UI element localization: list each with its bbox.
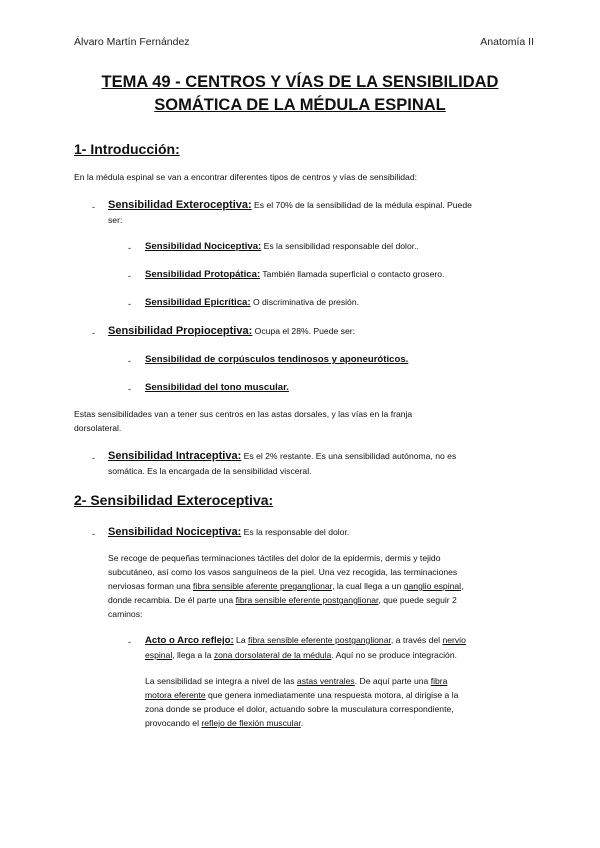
- paragraph-line: caminos:: [108, 609, 143, 619]
- list-item-nociceptiva-2: Sensibilidad Nociceptiva: Es la responsable del dolor.: [108, 526, 350, 538]
- list-item-acto-reflejo: Acto o Arco reflejo: La fibra sensible eferente postganglionar, a través del nervio: [145, 635, 466, 646]
- list-item-propioceptiva: Sensibilidad Propioceptiva: Ocupa el 28%. Puede ser:: [108, 325, 355, 337]
- intro-text: En la médula espinal se van a encontrar diferentes tipos de centros y vías de sensibilidad:: [74, 172, 417, 182]
- paragraph-line: nerviosas forman una fibra sensible aferente preganglionar, la cual llega a un ganglio espinal,: [108, 581, 464, 591]
- intraceptiva-cont: somática. Es la encargada de la sensibilidad visceral.: [108, 466, 312, 476]
- list-item-exteroceptiva: Sensibilidad Exteroceptiva: Es el 70% de la sensibilidad de la médula espinal. Puede: [108, 199, 472, 211]
- paragraph-line: Se recoge de pequeñas terminaciones táctiles del dolor de la epidermis, dermis y tejido: [108, 553, 441, 563]
- bullet-dash: -: [128, 243, 131, 253]
- paragraph-line: espinal, llega a la zona dorsolateral de la médula. Aquí no se produce integración.: [145, 650, 457, 660]
- section-2-heading: 2- Sensibilidad Exteroceptiva:: [74, 492, 274, 508]
- paragraph-line: donde recambia. De él parte una fibra sensible eferente postganglionar, que puede seguir 2: [108, 595, 457, 605]
- paragraph-line: provocando el reflejo de flexión muscular.: [145, 718, 304, 728]
- header-author: Álvaro Martín Fernández: [74, 36, 190, 48]
- paragraph-line: motora eferente que genera inmediatamente una respuesta motora, al dirigise a la: [145, 690, 459, 700]
- section-1-heading: 1- Introducción:: [74, 141, 180, 157]
- exteroceptiva-cont: ser:: [108, 215, 123, 225]
- title-line-2: SOMÁTICA DE LA MÉDULA ESPINAL: [154, 96, 446, 114]
- bullet-dash: -: [128, 299, 131, 309]
- page-title: [60, 71, 540, 117]
- list-item-epicritica: Sensibilidad Epicrítica: O discriminativa de presión.: [145, 297, 359, 308]
- paragraph-line: zona donde se produce el dolor, actuando sobre la musculatura correspondiente,: [145, 704, 454, 714]
- bullet-dash: -: [92, 529, 95, 539]
- bullet-dash: -: [92, 202, 95, 212]
- bullet-dash: -: [128, 271, 131, 281]
- list-item-tono: Sensibilidad del tono muscular.: [145, 382, 289, 393]
- bullet-dash: -: [128, 356, 131, 366]
- bullet-dash: -: [128, 384, 131, 394]
- header-subject: Anatomía II: [480, 36, 534, 48]
- title-line-1: TEMA 49 - CENTROS Y VÍAS DE LA SENSIBILIDAD: [101, 73, 499, 91]
- bullet-dash: -: [92, 328, 95, 338]
- paragraph-line: dorsolateral.: [74, 423, 122, 433]
- paragraph-line: Estas sensibilidades van a tener sus centros en las astas dorsales, y las vías en la franja: [74, 409, 413, 419]
- paragraph-line: La sensibilidad se integra a nivel de las astas ventrales. De aquí parte una fibra: [145, 676, 448, 686]
- paragraph-line: subcutáneo, así como los vasos sanguíneos de la piel. Una vez recogida, las terminaciones: [108, 567, 458, 577]
- bullet-dash: -: [128, 637, 131, 647]
- list-item-nociceptiva: Sensibilidad Nociceptiva: Es la sensibilidad responsable del dolor..: [145, 241, 419, 252]
- term-exteroceptiva: Sensibilidad Exteroceptiva:: [108, 199, 252, 211]
- list-item-protopatica: Sensibilidad Protopática: También llamada superficial o contacto grosero.: [145, 269, 445, 280]
- list-item-intraceptiva: Sensibilidad Intraceptiva: Es el 2% restante. Es una sensibilidad autónoma, no es: [108, 450, 457, 462]
- list-item-corpusculos: Sensibilidad de corpúsculos tendinosos y aponeuróticos.: [145, 354, 409, 365]
- bullet-dash: -: [92, 453, 95, 463]
